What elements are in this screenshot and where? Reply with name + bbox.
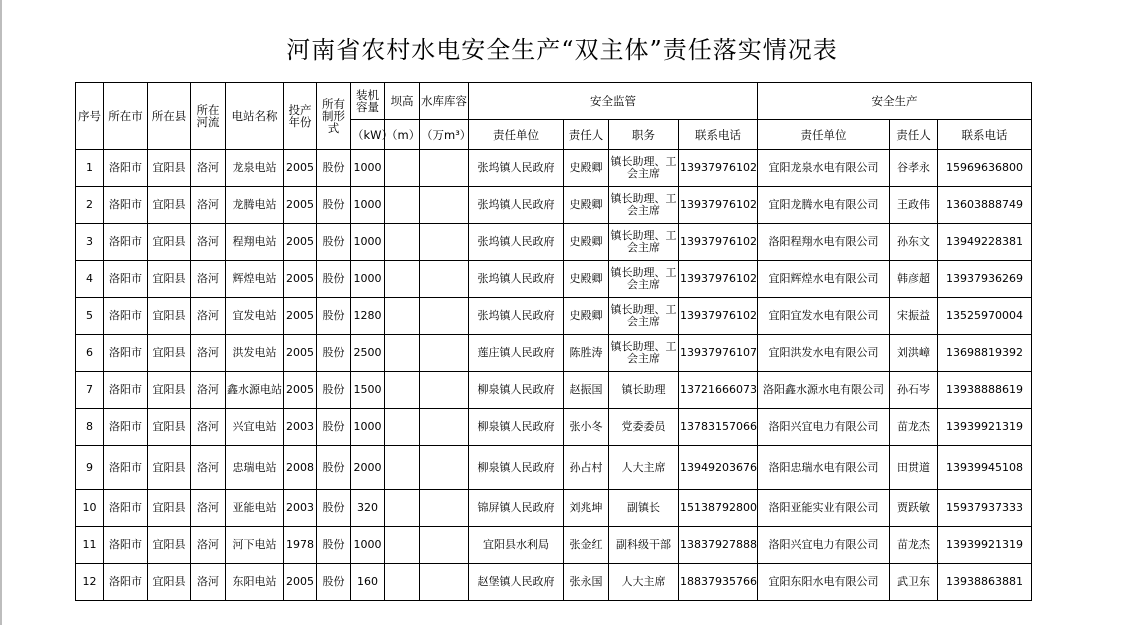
cell-county: 宜阳县 bbox=[148, 446, 191, 490]
cell-river: 洛河 bbox=[191, 298, 226, 335]
cell-reservoir bbox=[420, 224, 469, 261]
cell-production-person: 武卫东 bbox=[890, 564, 938, 601]
cell-supervision-phone: 13937976102 bbox=[679, 298, 758, 335]
cell-supervision-unit: 张坞镇人民政府 bbox=[469, 150, 564, 187]
cell-reservoir bbox=[420, 261, 469, 298]
cell-county: 宜阳县 bbox=[148, 187, 191, 224]
cell-production-person: 贾跃敏 bbox=[890, 490, 938, 527]
cell-supervision-position: 镇长助理、工会主席 bbox=[609, 261, 679, 298]
cell-supervision-phone: 13937976102 bbox=[679, 187, 758, 224]
page-title: 河南省农村水电安全生产“双主体”责任落实情况表 bbox=[286, 36, 838, 64]
cell-seq: 3 bbox=[76, 224, 104, 261]
cell-year: 2005 bbox=[284, 372, 317, 409]
cell-production-unit: 洛阳兴宜电力有限公司 bbox=[758, 527, 890, 564]
cell-river: 洛河 bbox=[191, 187, 226, 224]
cell-reservoir bbox=[420, 298, 469, 335]
cell-station: 宜发电站 bbox=[226, 298, 284, 335]
cell-county: 宜阳县 bbox=[148, 409, 191, 446]
cell-production-phone: 13939921319 bbox=[938, 527, 1032, 564]
cell-ownership: 股份 bbox=[317, 150, 351, 187]
cell-production-person: 谷孝永 bbox=[890, 150, 938, 187]
cell-supervision-phone: 13721666073 bbox=[679, 372, 758, 409]
cell-ownership: 股份 bbox=[317, 372, 351, 409]
cell-seq: 7 bbox=[76, 372, 104, 409]
header-sup-unit: 责任单位 bbox=[469, 120, 564, 150]
cell-city: 洛阳市 bbox=[104, 335, 148, 372]
cell-year: 2003 bbox=[284, 490, 317, 527]
cell-reservoir bbox=[420, 409, 469, 446]
cell-production-unit: 洛阳亚能实业有限公司 bbox=[758, 490, 890, 527]
cell-dam-height bbox=[385, 261, 420, 298]
table-row bbox=[76, 527, 1032, 564]
cell-supervision-unit: 张坞镇人民政府 bbox=[469, 187, 564, 224]
cell-reservoir bbox=[420, 446, 469, 490]
cell-seq: 12 bbox=[76, 564, 104, 601]
cell-ownership: 股份 bbox=[317, 409, 351, 446]
cell-county: 宜阳县 bbox=[148, 298, 191, 335]
table-row bbox=[76, 564, 1032, 601]
cell-capacity: 1000 bbox=[351, 150, 385, 187]
cell-county: 宜阳县 bbox=[148, 490, 191, 527]
cell-county: 宜阳县 bbox=[148, 564, 191, 601]
table-row bbox=[76, 261, 1032, 298]
header-prod-phone: 联系电话 bbox=[938, 120, 1032, 150]
header-sup-person: 责任人 bbox=[564, 120, 609, 150]
cell-production-unit: 宜阳宜发水电有限公司 bbox=[758, 298, 890, 335]
cell-county: 宜阳县 bbox=[148, 150, 191, 187]
cell-supervision-position: 镇长助理、工会主席 bbox=[609, 224, 679, 261]
cell-supervision-position: 镇长助理 bbox=[609, 372, 679, 409]
cell-city: 洛阳市 bbox=[104, 187, 148, 224]
cell-reservoir bbox=[420, 490, 469, 527]
cell-dam-height bbox=[385, 224, 420, 261]
cell-seq: 1 bbox=[76, 150, 104, 187]
cell-supervision-phone: 13937976102 bbox=[679, 150, 758, 187]
header-prod-person: 责任人 bbox=[890, 120, 938, 150]
table-row bbox=[76, 335, 1032, 372]
cell-supervision-phone: 13783157066 bbox=[679, 409, 758, 446]
cell-capacity: 2000 bbox=[351, 446, 385, 490]
header-dam-unit: （m） bbox=[385, 120, 420, 150]
cell-seq: 4 bbox=[76, 261, 104, 298]
cell-station: 兴宜电站 bbox=[226, 409, 284, 446]
header-prod-unit: 责任单位 bbox=[758, 120, 890, 150]
cell-supervision-person: 史殿卿 bbox=[564, 187, 609, 224]
cell-supervision-person: 张永国 bbox=[564, 564, 609, 601]
cell-supervision-position: 镇长助理、工会主席 bbox=[609, 335, 679, 372]
cell-capacity: 1000 bbox=[351, 224, 385, 261]
cell-production-phone: 15969636800 bbox=[938, 150, 1032, 187]
cell-river: 洛河 bbox=[191, 564, 226, 601]
cell-supervision-phone: 13937976102 bbox=[679, 224, 758, 261]
cell-ownership: 股份 bbox=[317, 261, 351, 298]
cell-river: 洛河 bbox=[191, 372, 226, 409]
header-city: 所在市 bbox=[104, 83, 148, 150]
cell-supervision-person: 孙占村 bbox=[564, 446, 609, 490]
cell-seq: 6 bbox=[76, 335, 104, 372]
cell-river: 洛河 bbox=[191, 446, 226, 490]
cell-supervision-phone: 13949203676 bbox=[679, 446, 758, 490]
header-sup-phone: 联系电话 bbox=[679, 120, 758, 150]
table-row bbox=[76, 298, 1032, 335]
cell-dam-height bbox=[385, 409, 420, 446]
cell-river: 洛河 bbox=[191, 224, 226, 261]
cell-production-phone: 13937936269 bbox=[938, 261, 1032, 298]
cell-production-person: 王政伟 bbox=[890, 187, 938, 224]
table-row bbox=[76, 150, 1032, 187]
cell-reservoir bbox=[420, 187, 469, 224]
cell-production-person: 苗龙杰 bbox=[890, 409, 938, 446]
cell-capacity: 1280 bbox=[351, 298, 385, 335]
cell-production-person: 田贯道 bbox=[890, 446, 938, 490]
cell-production-unit: 宜阳辉煌水电有限公司 bbox=[758, 261, 890, 298]
cell-ownership: 股份 bbox=[317, 224, 351, 261]
cell-production-phone: 13938863881 bbox=[938, 564, 1032, 601]
cell-supervision-person: 史殿卿 bbox=[564, 150, 609, 187]
cell-station: 龙泉电站 bbox=[226, 150, 284, 187]
cell-production-phone: 13938888619 bbox=[938, 372, 1032, 409]
cell-station: 鑫水源电站 bbox=[226, 372, 284, 409]
header-supervision: 安全监管 bbox=[469, 83, 758, 120]
cell-river: 洛河 bbox=[191, 527, 226, 564]
cell-supervision-unit: 张坞镇人民政府 bbox=[469, 261, 564, 298]
cell-supervision-unit: 宜阳县水利局 bbox=[469, 527, 564, 564]
cell-station: 洪发电站 bbox=[226, 335, 284, 372]
cell-production-person: 孙石岑 bbox=[890, 372, 938, 409]
cell-supervision-unit: 莲庄镇人民政府 bbox=[469, 335, 564, 372]
cell-dam-height bbox=[385, 298, 420, 335]
cell-county: 宜阳县 bbox=[148, 335, 191, 372]
cell-ownership: 股份 bbox=[317, 335, 351, 372]
cell-year: 2005 bbox=[284, 150, 317, 187]
cell-production-unit: 洛阳兴宜电力有限公司 bbox=[758, 409, 890, 446]
header-reservoir-unit: （万m³） bbox=[420, 120, 469, 150]
cell-city: 洛阳市 bbox=[104, 372, 148, 409]
cell-supervision-unit: 赵堡镇人民政府 bbox=[469, 564, 564, 601]
cell-production-phone: 13939921319 bbox=[938, 409, 1032, 446]
cell-production-unit: 洛阳鑫水源水电有限公司 bbox=[758, 372, 890, 409]
cell-production-phone: 13603888749 bbox=[938, 187, 1032, 224]
cell-capacity: 1000 bbox=[351, 409, 385, 446]
cell-ownership: 股份 bbox=[317, 187, 351, 224]
cell-seq: 8 bbox=[76, 409, 104, 446]
cell-station: 东阳电站 bbox=[226, 564, 284, 601]
cell-dam-height bbox=[385, 527, 420, 564]
cell-supervision-person: 赵振国 bbox=[564, 372, 609, 409]
cell-supervision-position: 镇长助理、工会主席 bbox=[609, 150, 679, 187]
cell-year: 2005 bbox=[284, 187, 317, 224]
header-county: 所在县 bbox=[148, 83, 191, 150]
cell-production-unit: 宜阳龙腾水电有限公司 bbox=[758, 187, 890, 224]
cell-city: 洛阳市 bbox=[104, 490, 148, 527]
cell-supervision-unit: 锦屏镇人民政府 bbox=[469, 490, 564, 527]
cell-supervision-position: 人大主席 bbox=[609, 564, 679, 601]
cell-supervision-unit: 柳泉镇人民政府 bbox=[469, 446, 564, 490]
table-row bbox=[76, 224, 1032, 261]
cell-station: 龙腾电站 bbox=[226, 187, 284, 224]
cell-reservoir bbox=[420, 372, 469, 409]
cell-supervision-position: 人大主席 bbox=[609, 446, 679, 490]
cell-supervision-person: 张金红 bbox=[564, 527, 609, 564]
cell-supervision-unit: 柳泉镇人民政府 bbox=[469, 409, 564, 446]
cell-city: 洛阳市 bbox=[104, 150, 148, 187]
header-row-1 bbox=[76, 83, 1032, 120]
cell-production-phone: 13939945108 bbox=[938, 446, 1032, 490]
cell-river: 洛河 bbox=[191, 261, 226, 298]
cell-capacity: 320 bbox=[351, 490, 385, 527]
header-dam: 坝高 bbox=[385, 83, 420, 120]
cell-dam-height bbox=[385, 187, 420, 224]
cell-capacity: 1000 bbox=[351, 261, 385, 298]
cell-production-unit: 宜阳洪发水电有限公司 bbox=[758, 335, 890, 372]
cell-production-phone: 13698819392 bbox=[938, 335, 1032, 372]
cell-year: 2008 bbox=[284, 446, 317, 490]
cell-year: 1978 bbox=[284, 527, 317, 564]
cell-production-unit: 洛阳程翔水电有限公司 bbox=[758, 224, 890, 261]
header-capacity: 装机容量 bbox=[351, 83, 385, 120]
cell-capacity: 2500 bbox=[351, 335, 385, 372]
cell-supervision-position: 镇长助理、工会主席 bbox=[609, 187, 679, 224]
cell-seq: 11 bbox=[76, 527, 104, 564]
cell-supervision-position: 副科级干部 bbox=[609, 527, 679, 564]
cell-supervision-phone: 13937976107 bbox=[679, 335, 758, 372]
cell-station: 亚能电站 bbox=[226, 490, 284, 527]
cell-dam-height bbox=[385, 490, 420, 527]
cell-year: 2005 bbox=[284, 261, 317, 298]
cell-county: 宜阳县 bbox=[148, 224, 191, 261]
cell-station: 辉煌电站 bbox=[226, 261, 284, 298]
table-row bbox=[76, 187, 1032, 224]
window-edge bbox=[0, 0, 2, 625]
cell-station: 程翔电站 bbox=[226, 224, 284, 261]
cell-seq: 5 bbox=[76, 298, 104, 335]
cell-river: 洛河 bbox=[191, 409, 226, 446]
cell-year: 2003 bbox=[284, 409, 317, 446]
cell-production-unit: 洛阳忠瑞水电有限公司 bbox=[758, 446, 890, 490]
header-seq: 序号 bbox=[76, 83, 104, 150]
cell-supervision-unit: 张坞镇人民政府 bbox=[469, 298, 564, 335]
table-row bbox=[76, 446, 1032, 490]
cell-production-phone: 15937937333 bbox=[938, 490, 1032, 527]
cell-production-person: 苗龙杰 bbox=[890, 527, 938, 564]
cell-dam-height bbox=[385, 335, 420, 372]
header-ownership: 所有制形式 bbox=[317, 83, 351, 150]
cell-city: 洛阳市 bbox=[104, 564, 148, 601]
cell-station: 忠瑞电站 bbox=[226, 446, 284, 490]
responsibility-table bbox=[75, 82, 1032, 601]
cell-county: 宜阳县 bbox=[148, 261, 191, 298]
header-river: 所在河流 bbox=[191, 83, 226, 150]
cell-ownership: 股份 bbox=[317, 527, 351, 564]
table-row bbox=[76, 409, 1032, 446]
header-capacity-unit: （kW） bbox=[351, 120, 385, 150]
cell-seq: 2 bbox=[76, 187, 104, 224]
cell-production-unit: 宜阳龙泉水电有限公司 bbox=[758, 150, 890, 187]
cell-production-phone: 13949228381 bbox=[938, 224, 1032, 261]
cell-county: 宜阳县 bbox=[148, 527, 191, 564]
cell-supervision-unit: 柳泉镇人民政府 bbox=[469, 372, 564, 409]
cell-river: 洛河 bbox=[191, 335, 226, 372]
cell-capacity: 160 bbox=[351, 564, 385, 601]
cell-production-person: 宋振益 bbox=[890, 298, 938, 335]
header-production: 安全生产 bbox=[758, 83, 1032, 120]
cell-supervision-person: 史殿卿 bbox=[564, 298, 609, 335]
cell-city: 洛阳市 bbox=[104, 527, 148, 564]
cell-city: 洛阳市 bbox=[104, 409, 148, 446]
cell-supervision-position: 党委委员 bbox=[609, 409, 679, 446]
cell-production-phone: 13525970004 bbox=[938, 298, 1032, 335]
cell-reservoir bbox=[420, 150, 469, 187]
cell-seq: 9 bbox=[76, 446, 104, 490]
cell-supervision-phone: 15138792800 bbox=[679, 490, 758, 527]
cell-ownership: 股份 bbox=[317, 564, 351, 601]
cell-dam-height bbox=[385, 564, 420, 601]
cell-city: 洛阳市 bbox=[104, 446, 148, 490]
cell-reservoir bbox=[420, 527, 469, 564]
cell-supervision-person: 张小冬 bbox=[564, 409, 609, 446]
cell-city: 洛阳市 bbox=[104, 224, 148, 261]
cell-production-unit: 宜阳东阳水电有限公司 bbox=[758, 564, 890, 601]
cell-capacity: 1500 bbox=[351, 372, 385, 409]
cell-river: 洛河 bbox=[191, 490, 226, 527]
cell-station: 河下电站 bbox=[226, 527, 284, 564]
table-row bbox=[76, 372, 1032, 409]
cell-production-person: 孙东文 bbox=[890, 224, 938, 261]
cell-ownership: 股份 bbox=[317, 446, 351, 490]
cell-dam-height bbox=[385, 372, 420, 409]
cell-supervision-phone: 13937976102 bbox=[679, 261, 758, 298]
cell-year: 2005 bbox=[284, 564, 317, 601]
cell-ownership: 股份 bbox=[317, 298, 351, 335]
cell-supervision-position: 镇长助理、工会主席 bbox=[609, 298, 679, 335]
cell-supervision-position: 副镇长 bbox=[609, 490, 679, 527]
cell-year: 2005 bbox=[284, 298, 317, 335]
cell-reservoir bbox=[420, 564, 469, 601]
cell-city: 洛阳市 bbox=[104, 261, 148, 298]
cell-county: 宜阳县 bbox=[148, 372, 191, 409]
header-reservoir: 水库库容 bbox=[420, 83, 469, 120]
cell-dam-height bbox=[385, 150, 420, 187]
cell-supervision-phone: 13837927888 bbox=[679, 527, 758, 564]
cell-supervision-person: 史殿卿 bbox=[564, 261, 609, 298]
cell-supervision-person: 刘兆坤 bbox=[564, 490, 609, 527]
cell-year: 2005 bbox=[284, 335, 317, 372]
cell-city: 洛阳市 bbox=[104, 298, 148, 335]
cell-supervision-person: 陈胜涛 bbox=[564, 335, 609, 372]
cell-dam-height bbox=[385, 446, 420, 490]
cell-river: 洛河 bbox=[191, 150, 226, 187]
header-sup-position: 职务 bbox=[609, 120, 679, 150]
cell-supervision-person: 史殿卿 bbox=[564, 224, 609, 261]
cell-supervision-phone: 18837935766 bbox=[679, 564, 758, 601]
table-row bbox=[76, 490, 1032, 527]
cell-capacity: 1000 bbox=[351, 527, 385, 564]
cell-supervision-unit: 张坞镇人民政府 bbox=[469, 224, 564, 261]
header-station: 电站名称 bbox=[226, 83, 284, 150]
cell-ownership: 股份 bbox=[317, 490, 351, 527]
cell-capacity: 1000 bbox=[351, 187, 385, 224]
cell-production-person: 韩彦超 bbox=[890, 261, 938, 298]
cell-production-person: 刘洪嶂 bbox=[890, 335, 938, 372]
cell-reservoir bbox=[420, 335, 469, 372]
header-year: 投产年份 bbox=[284, 83, 317, 150]
cell-seq: 10 bbox=[76, 490, 104, 527]
cell-year: 2005 bbox=[284, 224, 317, 261]
